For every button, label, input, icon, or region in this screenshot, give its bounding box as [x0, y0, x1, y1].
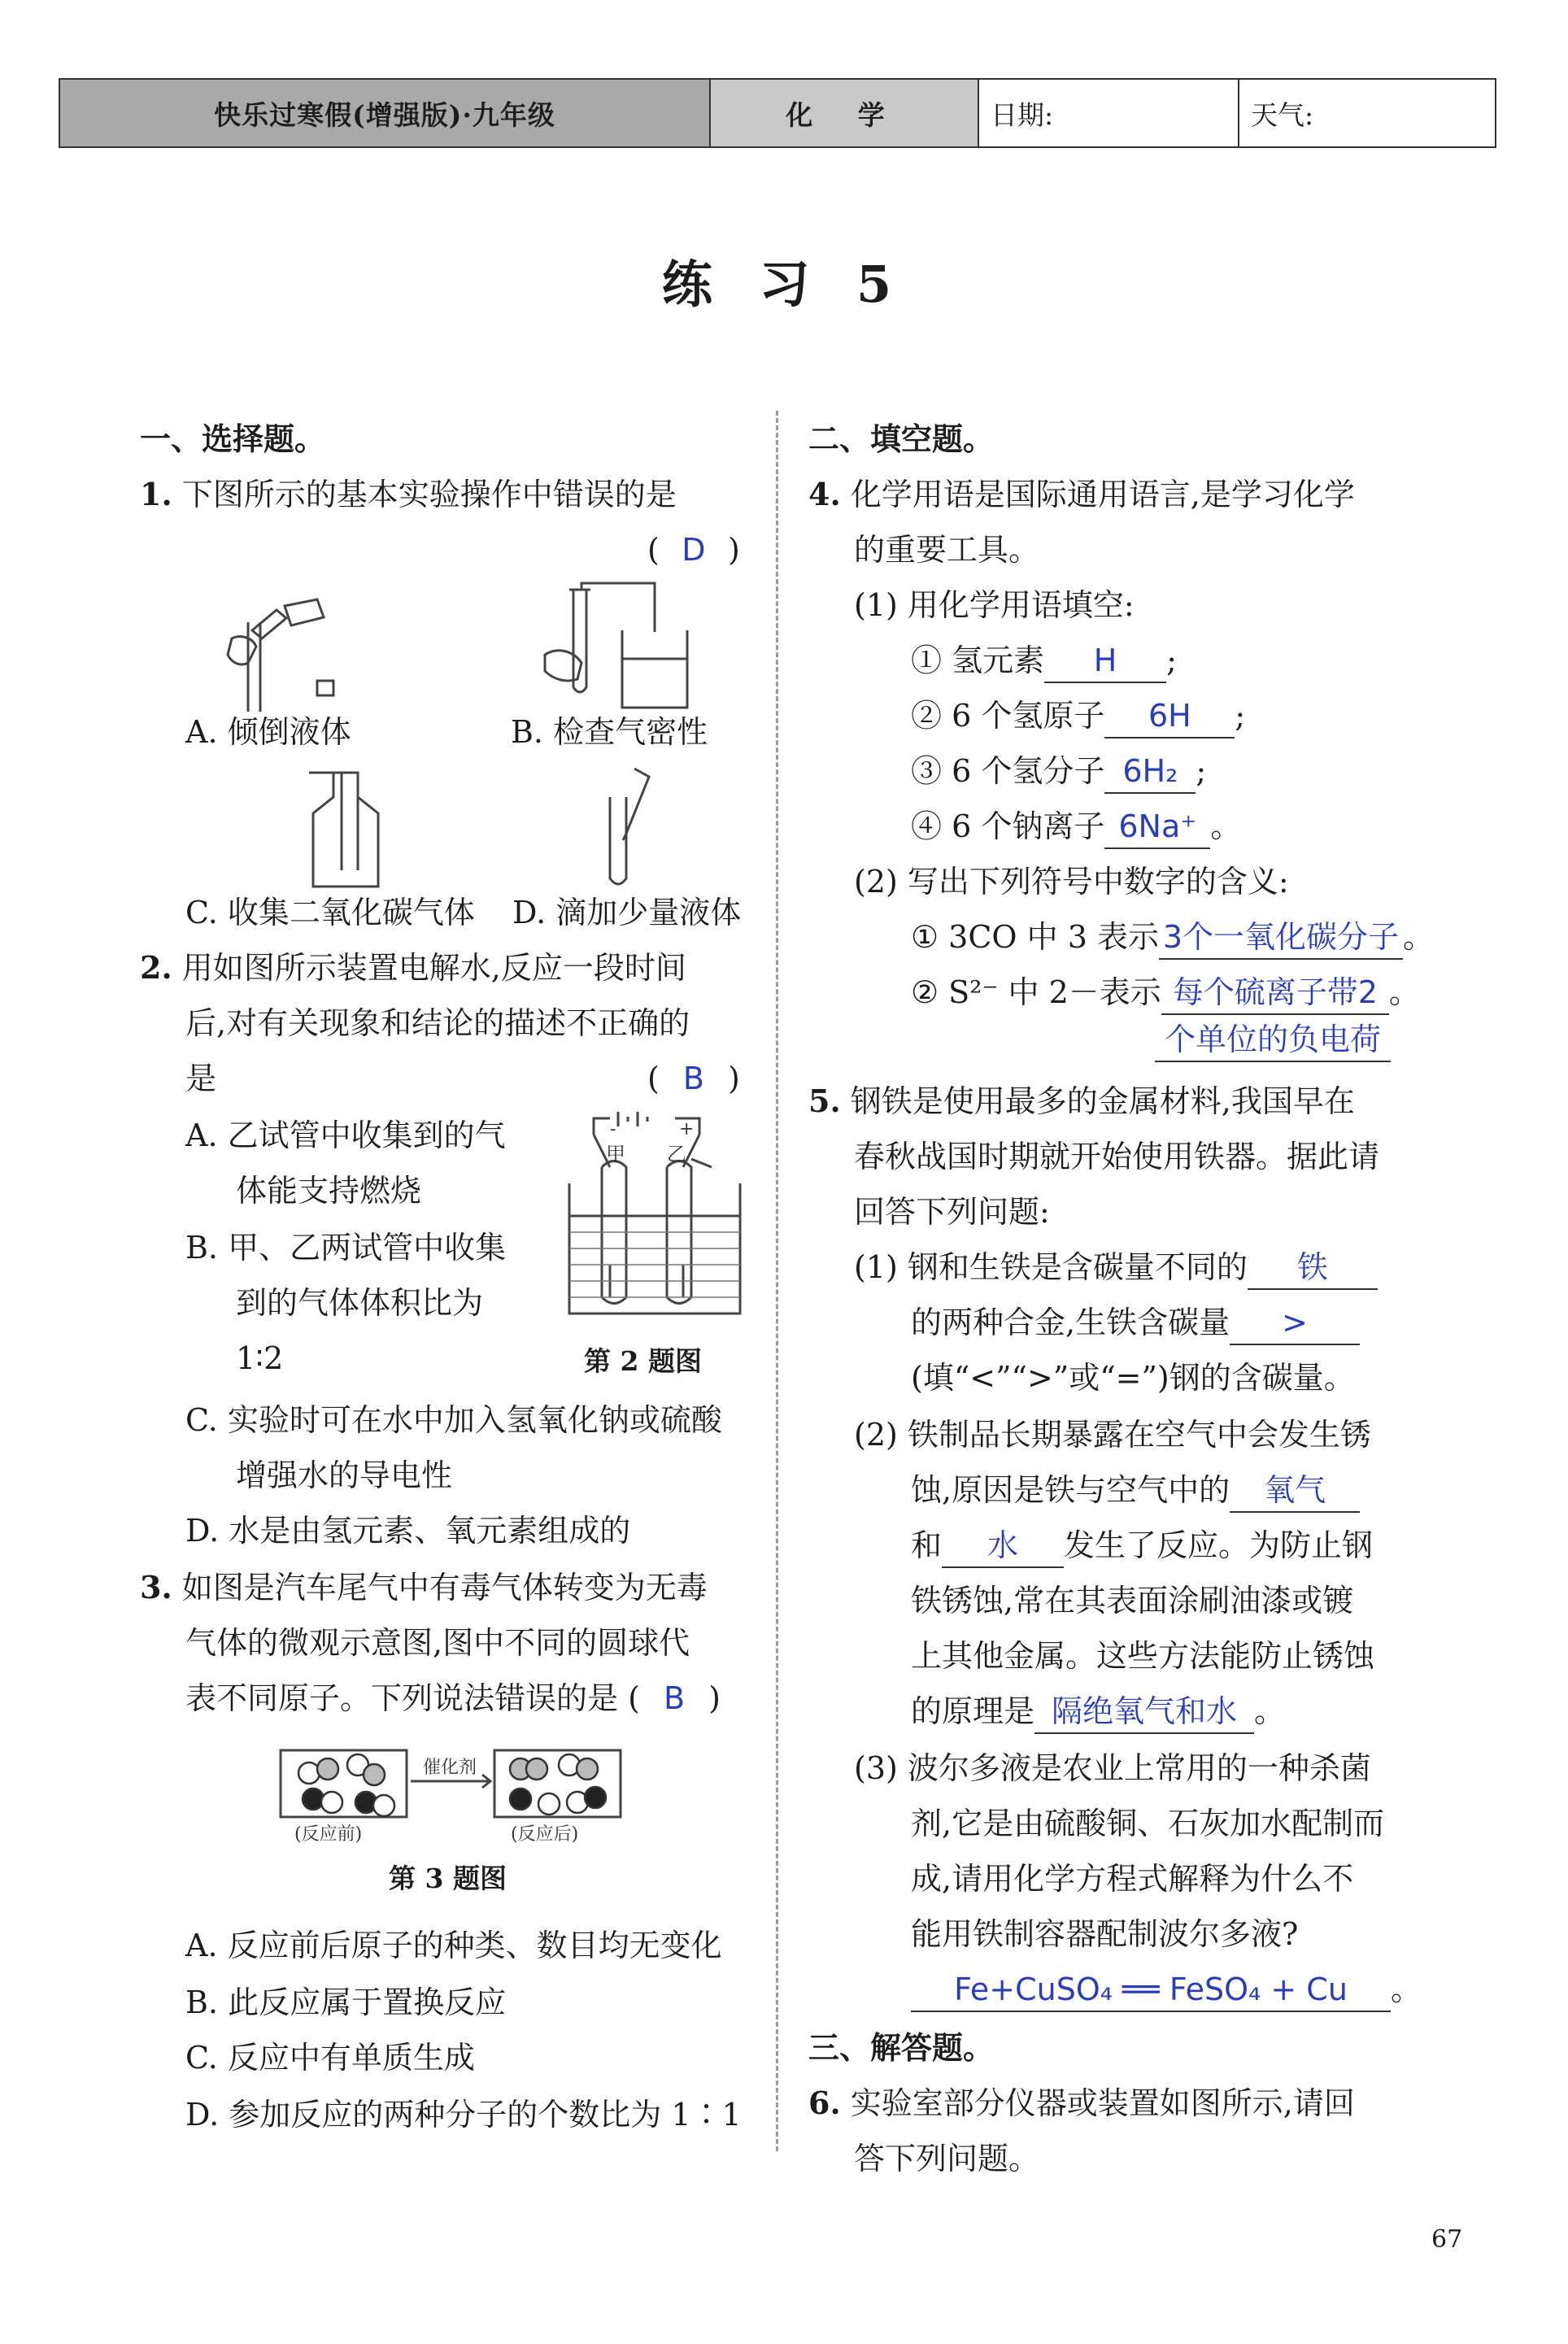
q2-option-c-line1: C. 实验时可在水中加入氢氧化钠或硫酸: [185, 1402, 722, 1438]
q2-option-b-line2: 到的气体体积比为: [236, 1285, 484, 1321]
period: 。: [1254, 1693, 1286, 1729]
paren-open: (: [647, 1061, 660, 1096]
q4-text: 化学用语是国际通用语言,是学习化学: [850, 477, 1355, 512]
column-divider: [776, 411, 778, 2151]
q5-number: 5.: [808, 1083, 841, 1119]
q3-figure-caption: 第 3 题图: [389, 1863, 507, 1894]
period: 。: [1388, 974, 1420, 1010]
fig-label-yi: 乙: [667, 1143, 686, 1165]
fig-before-label: (反应前): [294, 1824, 363, 1845]
q5-part2-answer1: 氧气: [1230, 1474, 1360, 1513]
q4-item3-answer: 6H₂: [1104, 755, 1196, 794]
q4-item5-answer: 3个一氧化碳分子: [1159, 921, 1403, 960]
q4-item1: [911, 633, 1177, 688]
q2-text: 用如图所示装置电解水,反应一段时间: [181, 950, 686, 986]
q4-stem-line2: 的重要工具。: [854, 532, 1040, 568]
q4-item2: [911, 688, 1245, 743]
section-choice-title: 一、选择题。: [140, 420, 326, 457]
q4-item1-label: ① 氢元素: [911, 643, 1045, 678]
q1-answer-parens: [647, 522, 740, 577]
q5-part1-text: (1) 钢和生铁是含碳量不同的: [854, 1249, 1248, 1285]
q5-part3-answer-line: [911, 1962, 1422, 2017]
q4-item6-answer-line1: 每个硫离子带2: [1161, 976, 1389, 1015]
figure-check-airtightness: [537, 582, 691, 712]
q5-stem-line3: 回答下列问题:: [854, 1194, 1050, 1230]
q3-stem-line1: [140, 1560, 708, 1615]
q3-stem-line3: [185, 1671, 721, 1726]
q3-stem-line2: 气体的微观示意图,图中不同的圆球代: [185, 1625, 690, 1661]
q2-number: 2.: [140, 949, 172, 986]
q1-option-b: B. 检查气密性: [511, 714, 708, 750]
q5-part2-text-rest: 发生了反应。为防止钢: [1064, 1527, 1374, 1563]
q2-stem-line3: 是: [185, 1061, 217, 1096]
q5-part2-answer3: 隔绝氧气和水: [1034, 1695, 1254, 1734]
paren-open: (: [628, 1680, 640, 1716]
q5-part2-text: 蚀,原因是铁与空气中的: [911, 1472, 1230, 1508]
q5-stem-line1: [808, 1074, 1355, 1129]
q1-option-a: A. 倾倒液体: [185, 714, 351, 750]
figure-pour-liquid: [203, 590, 350, 712]
semicolon: ;: [1196, 753, 1207, 789]
fig-minus-sign: -: [610, 1119, 616, 1139]
q4-item1-answer: H: [1044, 644, 1166, 683]
q3-text: 如图是汽车尾气中有毒气体转变为无毒: [181, 1570, 708, 1606]
semicolon: ;: [1235, 698, 1246, 734]
q5-part2-line2: [911, 1462, 1360, 1518]
paren-close: ): [708, 1680, 721, 1716]
section-fill-title: 二、填空题。: [808, 420, 995, 457]
q5-part1-line1: [854, 1240, 1378, 1295]
q3-option-c: C. 反应中有单质生成: [185, 2040, 475, 2076]
figure-electrolysis: [561, 1110, 748, 1322]
q5-part1-answer1: 铁: [1248, 1251, 1378, 1290]
q6-number: 6.: [808, 2085, 841, 2121]
period: 。: [1391, 1971, 1422, 2007]
q1-stem: [140, 467, 677, 522]
q6-text: 实验室部分仪器或装置如图所示,请回: [850, 2085, 1355, 2121]
q5-part3-line1: (3) 波尔多液是农业上常用的一种杀菌: [854, 1750, 1371, 1786]
q5-part2-answer2: 水: [942, 1529, 1064, 1568]
q5-part2-text-principle: 的原理是: [911, 1693, 1035, 1729]
figure-drop-liquid: [594, 765, 667, 895]
q2-option-b-line3: 1∶2: [236, 1340, 284, 1376]
q1-option-d: D. 滴加少量液体: [512, 895, 742, 930]
weather-label: 天气:: [1251, 98, 1314, 131]
q5-part2-line1: (2) 铁制品长期暴露在空气中会发生锈: [854, 1417, 1371, 1453]
fig-catalyst-label: 催化剂: [423, 1758, 477, 1778]
q5-part1-text2: 的两种合金,生铁含碳量: [911, 1305, 1230, 1340]
q5-stem-line2: 春秋战国时期就开始使用铁器。据此请: [854, 1139, 1380, 1174]
q4-item6-answer-line2: 个单位的负电荷: [1155, 1023, 1391, 1062]
period: 。: [1402, 919, 1434, 955]
q4-part1: (1) 用化学用语填空:: [854, 587, 1135, 623]
q3-answer: B: [663, 1680, 686, 1716]
q4-stem-line1: [808, 467, 1355, 522]
q4-item4-answer: 6Na⁺: [1104, 810, 1210, 849]
paren-close: ): [728, 532, 740, 568]
q5-part3-line3: 成,请用化学方程式解释为什么不: [911, 1861, 1354, 1897]
q3-text-line3: 表不同原子。下列说法错误的是: [185, 1680, 619, 1716]
period: 。: [1210, 808, 1242, 844]
q5-part3-line4: 能用铁制容器配制波尔多液?: [911, 1916, 1299, 1952]
q4-item2-answer: 6H: [1104, 699, 1235, 738]
q5-part1-answer2: >: [1230, 1306, 1360, 1345]
fig-label-jia: 甲: [606, 1143, 625, 1165]
q4-item6-line2: [1155, 1012, 1391, 1067]
q5-text: 钢铁是使用最多的金属材料,我国早在: [850, 1083, 1355, 1119]
fig-after-label: (反应后): [511, 1824, 579, 1845]
q5-part2-text-and: 和: [911, 1527, 943, 1563]
date-label: 日期:: [979, 80, 1239, 146]
q2-figure-caption: 第 2 题图: [584, 1345, 702, 1377]
q5-part2-line5: 上其他金属。这些方法能防止锈蚀: [911, 1638, 1375, 1674]
q4-item4: [911, 799, 1241, 854]
q2-stem-line1: [140, 940, 686, 996]
q1-number: 1.: [140, 476, 172, 512]
q3-option-d: D. 参加反应的两种分子的个数比为 1∶1: [185, 2097, 742, 2133]
page-title: 练 习 5: [661, 255, 907, 314]
page-number: 67: [1431, 2225, 1463, 2254]
q4-item2-label: ② 6 个氢原子: [911, 698, 1105, 734]
paren-open: (: [647, 532, 660, 568]
q5-part3-answer: Fe+CuSO₄ ══ FeSO₄ + Cu: [911, 1973, 1391, 2012]
q1-text: 下图所示的基本实验操作中错误的是: [181, 477, 677, 512]
q2-option-a-line2: 体能支持燃烧: [236, 1173, 422, 1209]
q1-option-c: C. 收集二氧化碳气体: [185, 895, 475, 930]
q2-answer-parens: [647, 1051, 740, 1106]
q5-part2-line3: [911, 1518, 1373, 1573]
q3-option-a: A. 反应前后原子的种类、数目均无变化: [185, 1928, 722, 1963]
q3-option-b: B. 此反应属于置换反应: [185, 1985, 507, 2020]
figure-molecular-reaction: [277, 1741, 634, 1846]
q4-item5-label: ① 3CO 中 3 表示: [911, 919, 1159, 955]
q1-answer: D: [682, 532, 706, 568]
paren-close: ): [728, 1061, 740, 1096]
q2-option-b-line1: B. 甲、乙两试管中收集: [185, 1230, 507, 1266]
q4-part2: (2) 写出下列符号中数字的含义:: [854, 864, 1289, 900]
q6-stem-line2: 答下列问题。: [854, 2141, 1040, 2176]
q2-stem-line2: 后,对有关现象和结论的描述不正确的: [185, 1005, 690, 1041]
q4-item4-label: ④ 6 个钠离子: [911, 808, 1105, 844]
q2-answer: B: [682, 1061, 704, 1096]
q6-stem-line1: [808, 2076, 1355, 2131]
q2-option-d: D. 水是由氢元素、氧元素组成的: [185, 1513, 631, 1549]
q2-option-c-line2: 增强水的导电性: [236, 1457, 453, 1493]
q5-part2-line4: 铁锈蚀,常在其表面涂刷油漆或镀: [911, 1583, 1354, 1619]
q4-item6-label: ② S²⁻ 中 2－表示: [911, 974, 1161, 1010]
fig-plus-sign: +: [679, 1119, 695, 1139]
book-title: 快乐过寒假(增强版)·九年级: [60, 80, 711, 146]
q4-item3: [911, 743, 1206, 799]
q5-part1-line2: [911, 1295, 1360, 1350]
q5-part3-line2: 剂,它是由硫酸铜、石灰加水配制而: [911, 1806, 1385, 1841]
subject-label: 化 学: [711, 80, 979, 146]
page-header: [59, 78, 1496, 148]
q4-item3-label: ③ 6 个氢分子: [911, 753, 1105, 789]
q5-part1-line3: (填“<”“>”或“=”)钢的含碳量。: [911, 1360, 1355, 1396]
semicolon: ;: [1166, 643, 1177, 678]
section-answer-title: 三、解答题。: [808, 2029, 995, 2066]
q4-item5: [911, 909, 1434, 965]
q4-number: 4.: [808, 476, 841, 512]
q3-number: 3.: [140, 1569, 172, 1606]
q2-option-a-line1: A. 乙试管中收集到的气: [185, 1118, 506, 1153]
figure-collect-co2: [301, 769, 390, 891]
q5-part2-line6: [911, 1684, 1285, 1739]
